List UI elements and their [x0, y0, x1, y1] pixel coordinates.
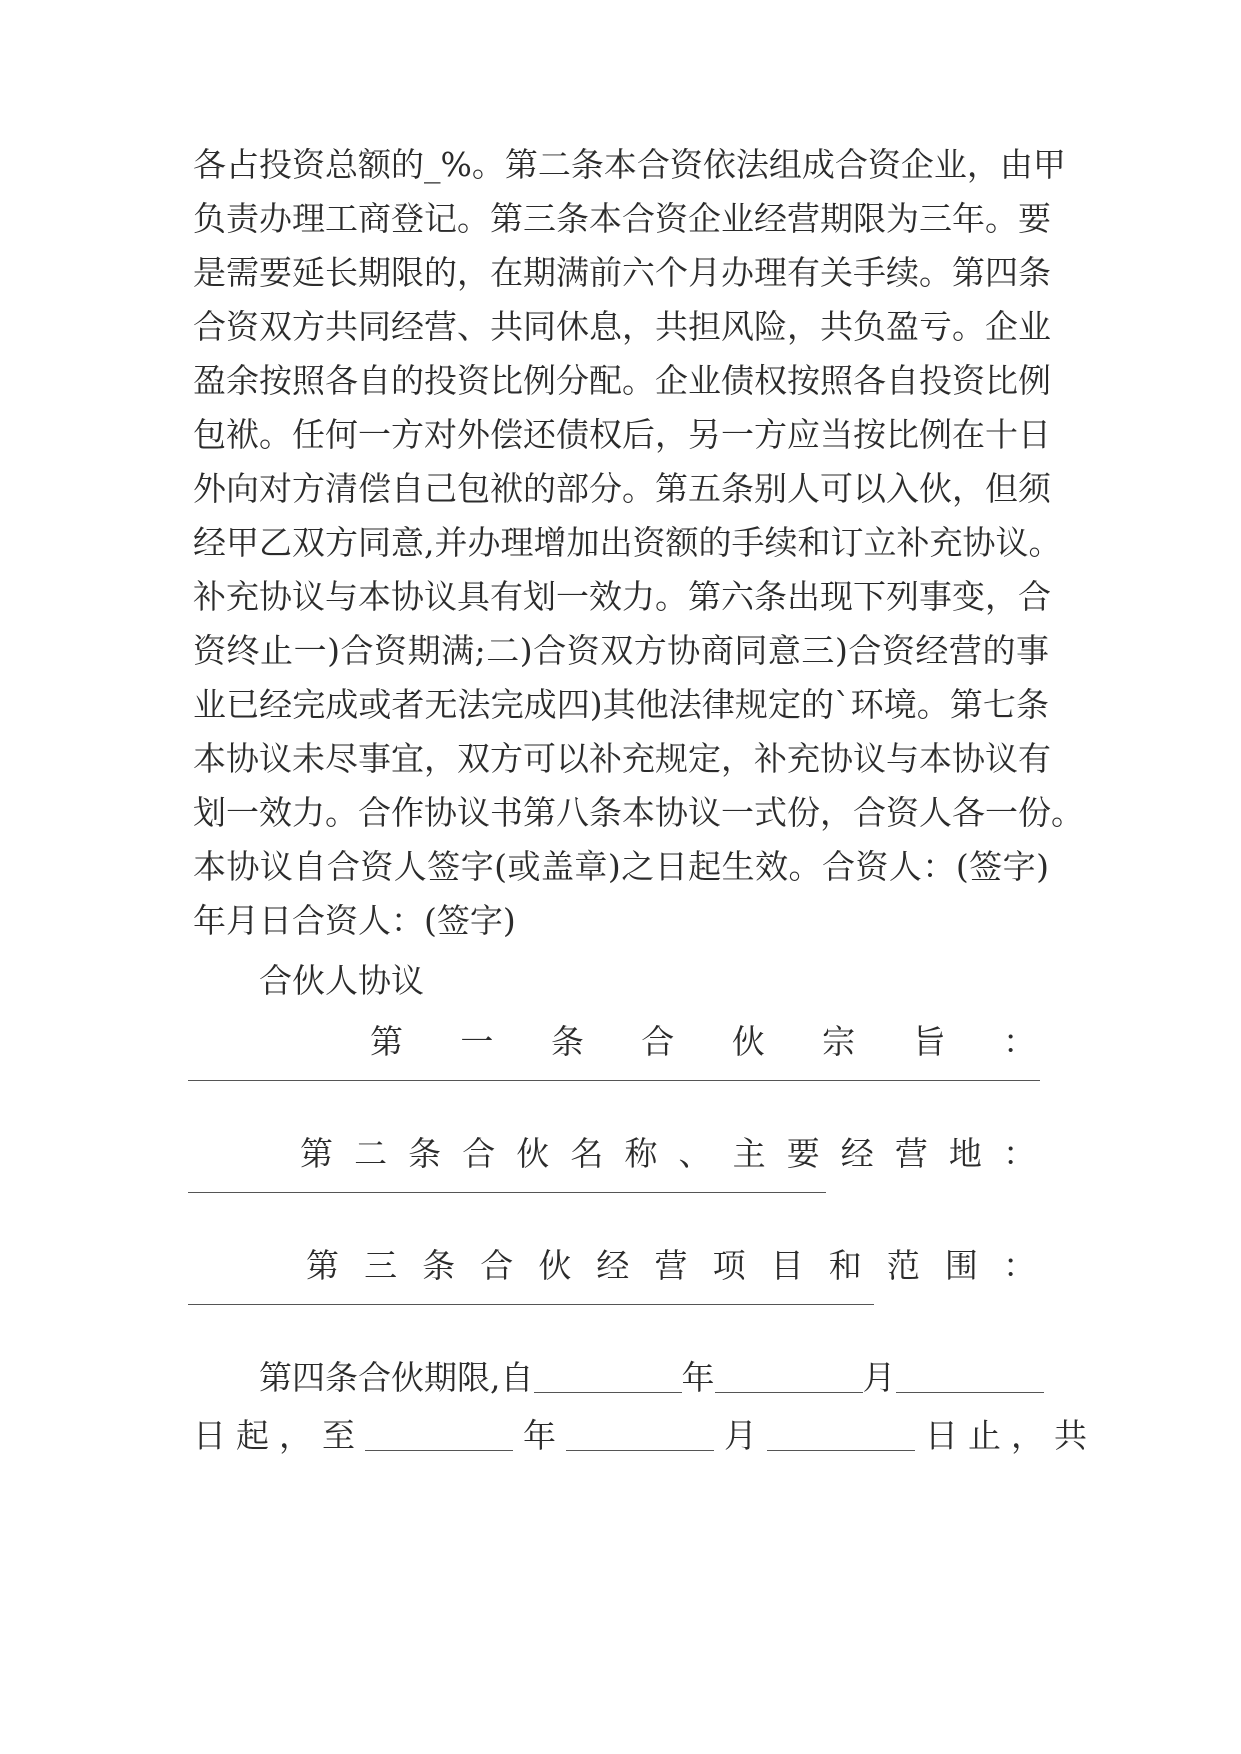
day-end-label: 日止，共 — [925, 1416, 1097, 1455]
month-end-blank — [566, 1420, 714, 1451]
clause-4-line-2 — [193, 1414, 1097, 1458]
clause-4-line-1 — [259, 1356, 1059, 1400]
paragraph-line: 划一效力。合作协议书第八条本协议一式份，合资人各一份。 — [193, 793, 1084, 832]
month-label: 月 — [862, 1358, 896, 1397]
paragraph-line: 本协议自合资人签字(或盖章)之日起生效。合资人：(签字) — [193, 847, 1049, 886]
paragraph-line: 合资双方共同经营、共同休息，共担风险，共负盈亏。企业 — [193, 307, 1051, 346]
paragraph-line: 资终止一)合资期满;二)合资双方协商同意三)合资经营的事 — [193, 631, 1049, 670]
paragraph-line: 负责办理工商登记。第三条本合资企业经营期限为三年。要 — [193, 199, 1051, 238]
clause-2-blank-line — [188, 1192, 826, 1193]
paragraph-line: 本协议未尽事宜，双方可以补充规定，补充协议与本协议有 — [193, 739, 1051, 778]
year-end-label: 年 — [523, 1416, 556, 1455]
year-end-blank — [365, 1420, 513, 1451]
month-start-blank — [715, 1362, 863, 1393]
clause-1-label: 第一条合伙宗旨： — [370, 1022, 1036, 1061]
clause-4-prefix: 第四条合伙期限,自 — [259, 1358, 534, 1397]
paragraph-line: 各占投资总额的_%。第二条本合资依法组成合资企业，由甲 — [193, 145, 1066, 184]
day-start-label: 日起，至 — [193, 1416, 365, 1455]
paragraph-line: 盈余按照各自的投资比例分配。企业债权按照各自投资比例 — [193, 361, 1051, 400]
section-title: 合伙人协议 — [259, 961, 424, 1000]
clause-2-label: 第二条合伙名称、主要经营地： — [300, 1134, 1036, 1173]
paragraph-line: 是需要延长期限的，在期满前六个月办理有关手续。第四条 — [193, 253, 1051, 292]
clause-3-label: 第三条合伙经营项目和范围： — [306, 1246, 1036, 1285]
year-label: 年 — [681, 1358, 715, 1397]
paragraph-line: 补充协议与本协议具有划一效力。第六条出现下列事变，合 — [193, 577, 1051, 616]
paragraph-line: 包袱。任何一方对外偿还债权后，另一方应当按比例在十日 — [193, 415, 1051, 454]
paragraph-line: 经甲乙双方同意,并办理增加出资额的手续和订立补充协议。 — [193, 523, 1062, 562]
clause-3-blank-line — [188, 1304, 874, 1305]
day-end-blank — [767, 1420, 915, 1451]
day-start-blank — [896, 1362, 1044, 1393]
month-end-label: 月 — [724, 1416, 757, 1455]
year-start-blank — [534, 1362, 682, 1393]
paragraph-line: 年月日合资人：(签字) — [193, 901, 516, 940]
paragraph-line: 外向对方清偿自己包袱的部分。第五条别人可以入伙，但须 — [193, 469, 1051, 508]
paragraph-line: 业已经完成或者无法完成四)其他法律规定的`环境。第七条 — [193, 685, 1049, 724]
clause-1-blank-line — [188, 1080, 1040, 1081]
